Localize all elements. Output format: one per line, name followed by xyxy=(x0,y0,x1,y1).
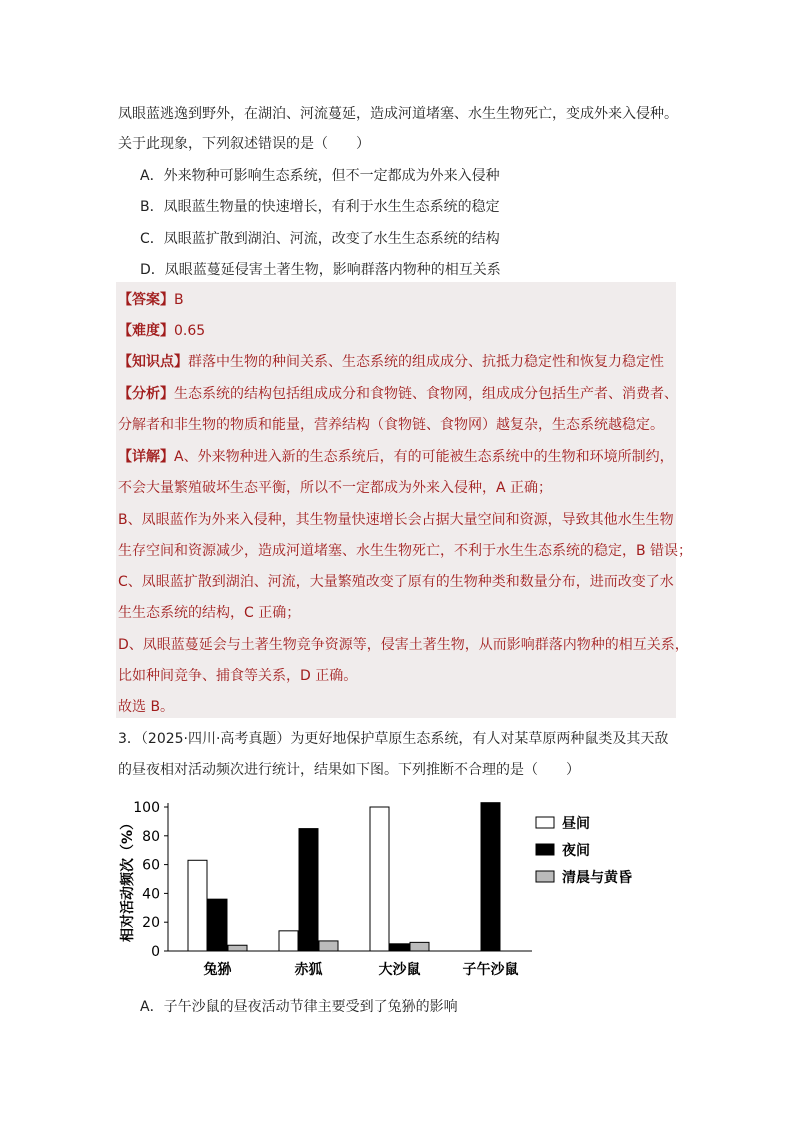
y-tick-label: 20 xyxy=(142,915,160,932)
q2-stem-line-1: 凤眼蓝逃逸到野外，在湖泊、河流蔓延，造成河道堵塞、水生生物死亡，变成外来入侵种。 xyxy=(118,106,678,122)
difficulty-value: 0.65 xyxy=(174,323,206,339)
bar-昼间-大沙鼠 xyxy=(370,807,389,951)
q2-option-c: C．凤眼蓝扩散到湖泊、河流，改变了水生生态系统的结构 xyxy=(140,231,500,247)
legend-label: 夜间 xyxy=(562,843,590,859)
x-category-label: 赤狐 xyxy=(294,962,323,978)
y-tick-label: 100 xyxy=(133,800,160,816)
q2-option-b: B．凤眼蓝生物量的快速增长，有利于水生生态系统的稳定 xyxy=(140,199,500,215)
q3-stem-line-1: 3．（2025·四川·高考真题）为更好地保护草原生态系统，有人对某草原两种鼠类及其天敌 xyxy=(118,731,669,747)
bar-清晨与黄昏-兔狲 xyxy=(228,945,247,951)
bar-夜间-大沙鼠 xyxy=(390,944,409,951)
bar-夜间-赤狐 xyxy=(299,829,318,951)
detail-text-1: A、外来物种进入新的生态系统后，有的可能被生态系统中的生物和环境所制约， xyxy=(174,449,674,465)
x-category-label: 兔狲 xyxy=(203,962,232,978)
legend-label: 昼间 xyxy=(562,816,590,832)
detail-tag: 【详解】 xyxy=(118,449,174,465)
answer-line xyxy=(118,290,184,310)
answer-tag: 【答案】 xyxy=(118,292,174,308)
y-tick-label: 40 xyxy=(142,886,160,903)
bar-夜间-兔狲 xyxy=(208,899,227,951)
legend-swatch-清晨与黄昏 xyxy=(536,871,554,882)
y-axis-label: 相对活动频次（%） xyxy=(120,815,136,943)
legend-label: 清晨与黄昏 xyxy=(562,870,632,886)
detail-line-7: D、凤眼蓝蔓延会与土著生物竞争资源等，侵害土著生物，从而影响群落内物种的相互关系， xyxy=(118,637,689,653)
bar-夜间-子午沙鼠 xyxy=(481,803,500,951)
legend-swatch-夜间 xyxy=(536,844,554,855)
analysis-tag: 【分析】 xyxy=(118,386,174,402)
y-tick-label: 0 xyxy=(151,944,160,960)
analysis-line-2: 分解者和非生物的物质和能量，营养结构（食物链、食物网）越复杂，生态系统越稳定。 xyxy=(118,417,664,433)
bar-昼间-赤狐 xyxy=(279,931,298,951)
conclusion-line: 故选 B。 xyxy=(118,699,175,715)
y-tick-label: 80 xyxy=(142,828,160,845)
q2-stem-line-2: 关于此现象，下列叙述错误的是（ ） xyxy=(118,136,370,152)
knowledge-value: 群落中生物的种间关系、生态系统的组成成分、抗抵力稳定性和恢复力稳定性 xyxy=(188,354,664,370)
knowledge-line xyxy=(118,352,664,372)
difficulty-line xyxy=(118,321,205,341)
x-category-label: 子午沙鼠 xyxy=(462,962,519,978)
bar-清晨与黄昏-大沙鼠 xyxy=(410,942,429,951)
answer-value: B xyxy=(174,292,184,308)
knowledge-tag: 【知识点】 xyxy=(118,354,188,370)
q2-option-d: D．凤眼蓝蔓延侵害土著生物，影响群落内物种的相互关系 xyxy=(140,262,501,278)
bar-昼间-兔狲 xyxy=(188,860,207,951)
detail-line-2: 不会大量繁殖破坏生态平衡，所以不一定都成为外来入侵种，A 正确； xyxy=(118,480,553,496)
y-tick-label: 60 xyxy=(142,857,160,874)
detail-line-3: B、凤眼蓝作为外来入侵种，其生物量快速增长会占据大量空间和资源，导致其他水生生物 xyxy=(118,512,674,528)
detail-line-5: C、凤眼蓝扩散到湖泊、河流，大量繁殖改变了原有的生物种类和数量分布，进而改变了水 xyxy=(118,574,674,590)
bar-清晨与黄昏-赤狐 xyxy=(319,941,338,951)
activity-frequency-chart xyxy=(110,790,670,990)
detail-line-8: 比如种间竞争、捕食等关系，D 正确。 xyxy=(118,668,358,684)
q3-option-a: A．子午沙鼠的昼夜活动节律主要受到了兔狲的影响 xyxy=(140,999,458,1015)
q3-stem-line-2: 的昼夜相对活动频次进行统计，结果如下图。下列推断不合理的是（ ） xyxy=(118,762,580,778)
chart-svg xyxy=(110,790,670,990)
legend-swatch-昼间 xyxy=(536,817,554,828)
detail-line-6: 生生态系统的结构，C 正确； xyxy=(118,605,301,621)
q2-option-a: A．外来物种可影响生态系统，但不一定都成为外来入侵种 xyxy=(140,168,500,184)
analysis-line-1 xyxy=(118,384,678,404)
x-category-label: 大沙鼠 xyxy=(378,962,421,978)
difficulty-tag: 【难度】 xyxy=(118,323,174,339)
detail-line-4: 生存空间和资源减少，造成河道堵塞、水生生物死亡，不利于水生生态系统的稳定，B 错误； xyxy=(118,543,693,559)
detail-line-1 xyxy=(118,447,674,467)
analysis-text-1: 生态系统的结构包括组成成分和食物链、食物网，组成成分包括生产者、消费者、 xyxy=(174,386,678,402)
